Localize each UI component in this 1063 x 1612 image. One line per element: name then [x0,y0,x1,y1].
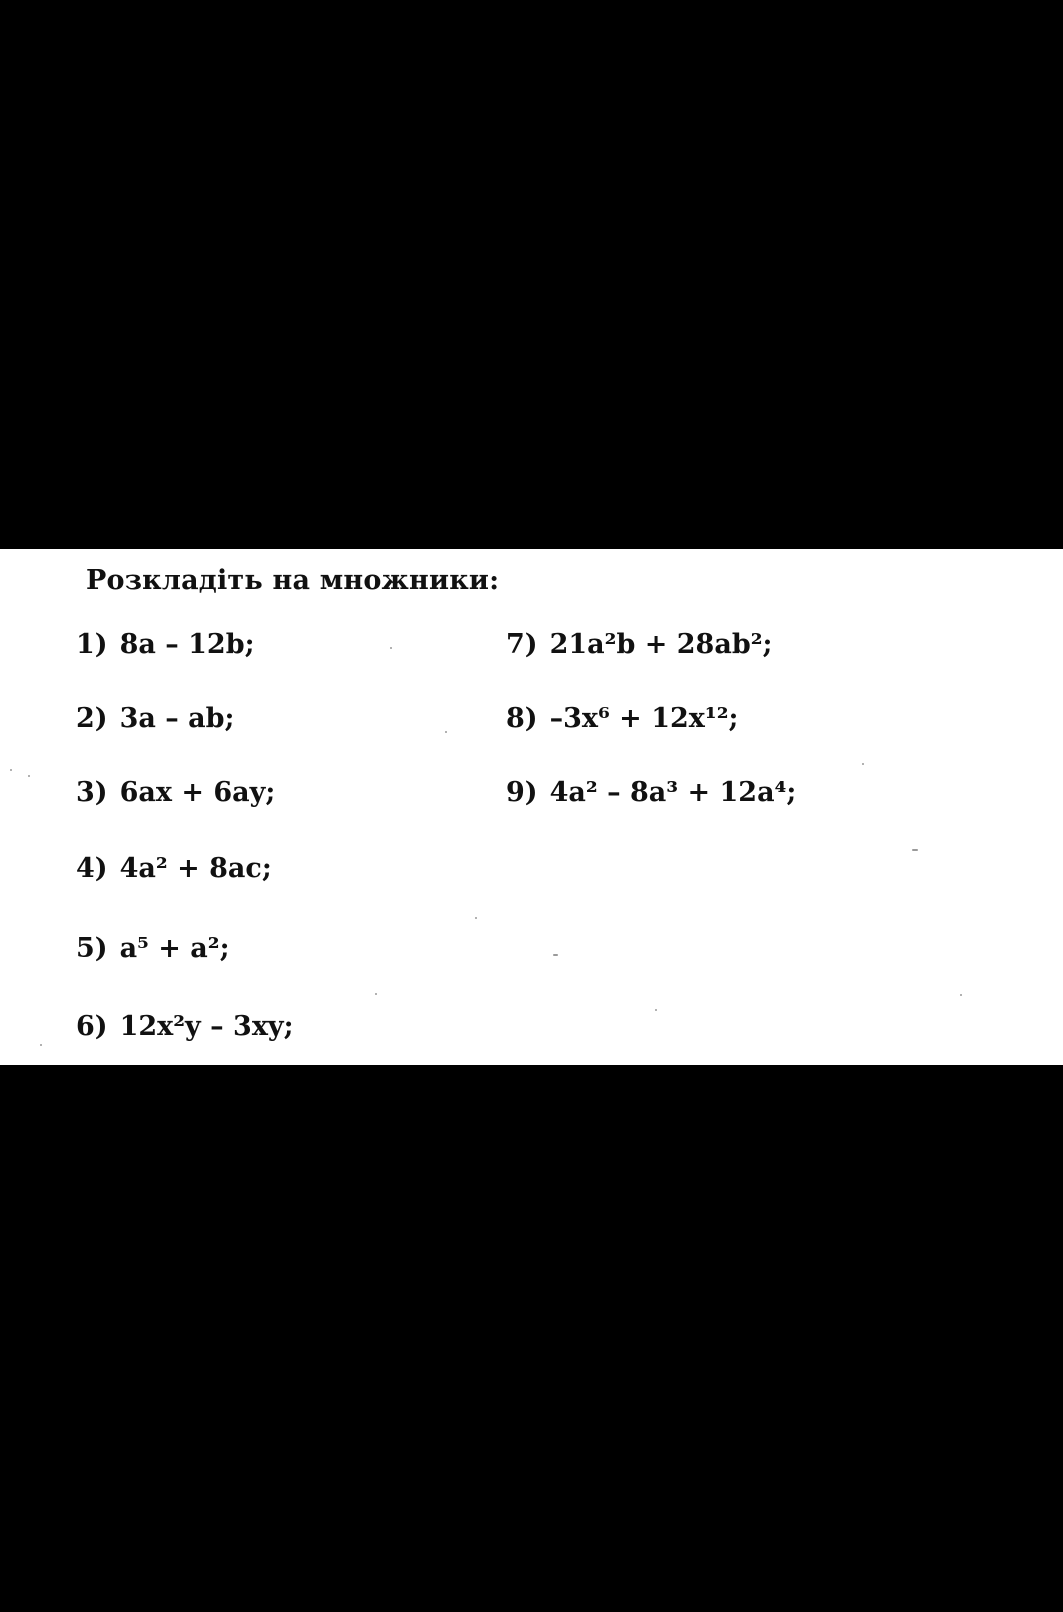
scan-speck [390,647,392,649]
scan-speck [912,849,918,851]
scan-speck [40,1044,42,1046]
exercise-item-4 [76,853,272,884]
exercise-expression: 4a² – 8a³ + 12a⁴; [549,777,797,808]
scan-speck [475,917,477,919]
exercise-expression: 4a² + 8ac; [119,853,272,884]
exercise-number: 4) [76,853,108,884]
scan-speck [10,769,12,771]
exercise-number: 7) [506,629,538,660]
exercise-expression: 21a²b + 28ab²; [549,629,773,660]
exercise-item-2 [76,703,234,734]
exercise-expression: a⁵ + a²; [119,933,230,964]
scan-speck [445,731,447,733]
scan-speck [28,775,30,777]
exercise-expression: 8a – 12b; [119,629,255,660]
exercise-number: 8) [506,703,538,734]
exercise-item-8 [506,703,738,734]
exercise-item-1 [76,629,255,660]
exercise-number: 2) [76,703,108,734]
exercise-item-7 [506,629,773,660]
exercise-expression: 12x²y – 3xy; [119,1011,294,1042]
exercise-item-3 [76,777,275,808]
exercise-number: 6) [76,1011,108,1042]
exercise-number: 9) [506,777,538,808]
exercise-expression: 3a – ab; [119,703,235,734]
exercise-expression: –3x⁶ + 12x¹²; [549,703,739,734]
exercise-number: 5) [76,933,108,964]
exercise-expression: 6ax + 6ay; [119,777,276,808]
scan-speck [655,1009,657,1011]
task-title: Розкладіть на множники: [86,565,500,596]
scanned-worksheet [0,549,1063,1065]
exercise-item-6 [76,1011,294,1042]
scan-speck [960,994,962,996]
scan-speck [862,763,864,765]
exercise-number: 1) [76,629,108,660]
exercise-item-5 [76,933,230,964]
exercise-number: 3) [76,777,108,808]
scan-speck [375,993,377,995]
exercise-item-9 [506,777,796,808]
scan-speck [553,954,558,956]
